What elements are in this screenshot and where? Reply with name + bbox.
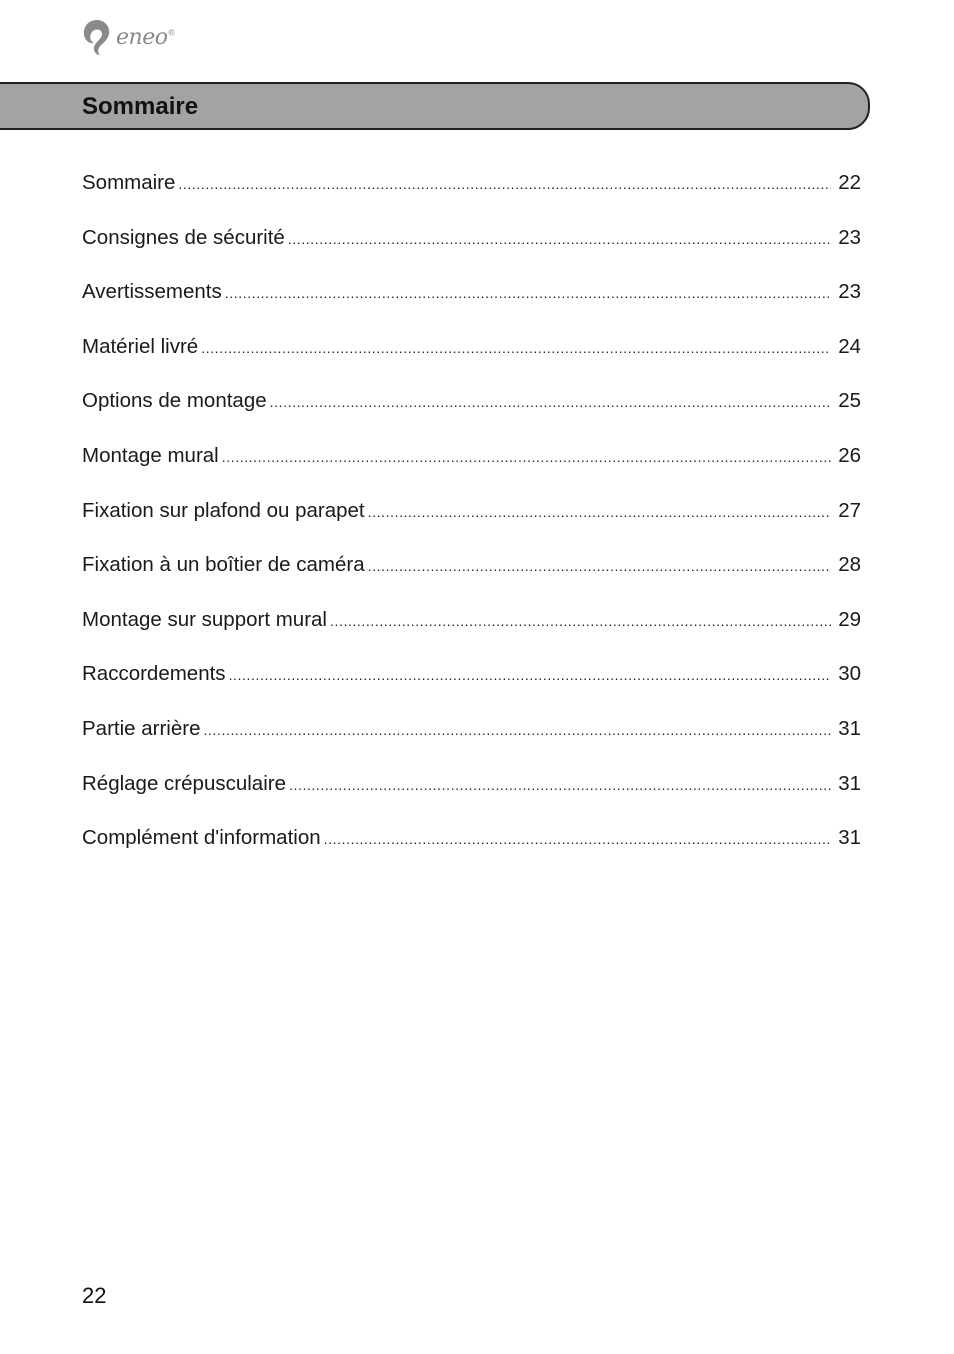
toc-dot-leader: [288, 224, 831, 254]
toc-entry[interactable]: [82, 823, 861, 878]
toc-entry[interactable]: [82, 714, 861, 769]
toc-entry-label: Complément d'information: [82, 826, 321, 850]
toc-entry-label: Réglage crépusculaire: [82, 771, 286, 795]
toc-entry-label: Fixation à un boîtier de caméra: [82, 553, 365, 577]
toc-entry[interactable]: [82, 168, 861, 223]
toc-entry[interactable]: [82, 659, 861, 714]
toc-entry[interactable]: [82, 605, 861, 660]
toc-dot-leader: [368, 497, 831, 527]
toc-dot-leader: [201, 333, 831, 363]
toc-entry-label: Avertissements: [82, 280, 222, 304]
toc-dot-leader: [289, 770, 831, 800]
toc-entry-page: 31: [838, 771, 861, 795]
toc-entry-page: 27: [838, 498, 861, 522]
toc-dot-leader: [229, 660, 831, 690]
toc-dot-leader: [225, 278, 831, 308]
toc-entry[interactable]: [82, 277, 861, 332]
toc-entry-label: Montage mural: [82, 443, 219, 467]
toc-entry-page: 23: [838, 225, 861, 249]
toc-entry-page: 22: [838, 171, 861, 194]
toc-entry-label: Matériel livré: [82, 334, 199, 358]
toc-entry-page: 25: [838, 389, 861, 413]
toc-entry-page: 31: [838, 826, 861, 850]
toc-entry[interactable]: [82, 550, 861, 605]
toc-entry-page: 30: [838, 662, 861, 686]
toc-entry[interactable]: [82, 769, 861, 824]
toc-entry-label: Options de montage: [82, 389, 267, 413]
page-title: Sommaire: [82, 93, 199, 120]
toc-entry[interactable]: [82, 332, 861, 387]
toc-entry-label: Partie arrière: [82, 716, 201, 740]
toc-entry[interactable]: [82, 496, 861, 551]
table-of-contents: [82, 168, 861, 878]
toc-entry-label: Raccordements: [82, 662, 226, 686]
brand-name: eneo®: [116, 24, 175, 50]
toc-entry[interactable]: [82, 441, 861, 496]
toc-entry-label: Fixation sur plafond ou parapet: [82, 498, 365, 522]
toc-entry-label: Consignes de sécurité: [82, 225, 285, 249]
toc-entry-page: 31: [838, 716, 861, 740]
toc-entry[interactable]: [82, 223, 861, 278]
toc-dot-leader: [222, 442, 831, 472]
toc-entry-label: Sommaire: [82, 171, 176, 194]
eneo-swirl-icon: [80, 17, 114, 57]
toc-dot-leader: [330, 606, 831, 636]
toc-entry[interactable]: [82, 386, 861, 441]
toc-dot-leader: [204, 715, 832, 745]
toc-dot-leader: [270, 387, 831, 417]
toc-entry-label: Montage sur support mural: [82, 607, 327, 631]
brand-logo: [80, 16, 175, 58]
toc-entry-page: 23: [838, 280, 861, 304]
toc-entry-page: 28: [838, 553, 861, 577]
toc-dot-leader: [178, 169, 831, 199]
toc-dot-leader: [324, 824, 831, 854]
toc-dot-leader: [368, 551, 831, 581]
toc-entry-page: 24: [838, 334, 861, 358]
toc-entry-page: 26: [838, 443, 861, 467]
page-number: 22: [82, 1283, 107, 1308]
toc-entry-page: 29: [838, 607, 861, 631]
